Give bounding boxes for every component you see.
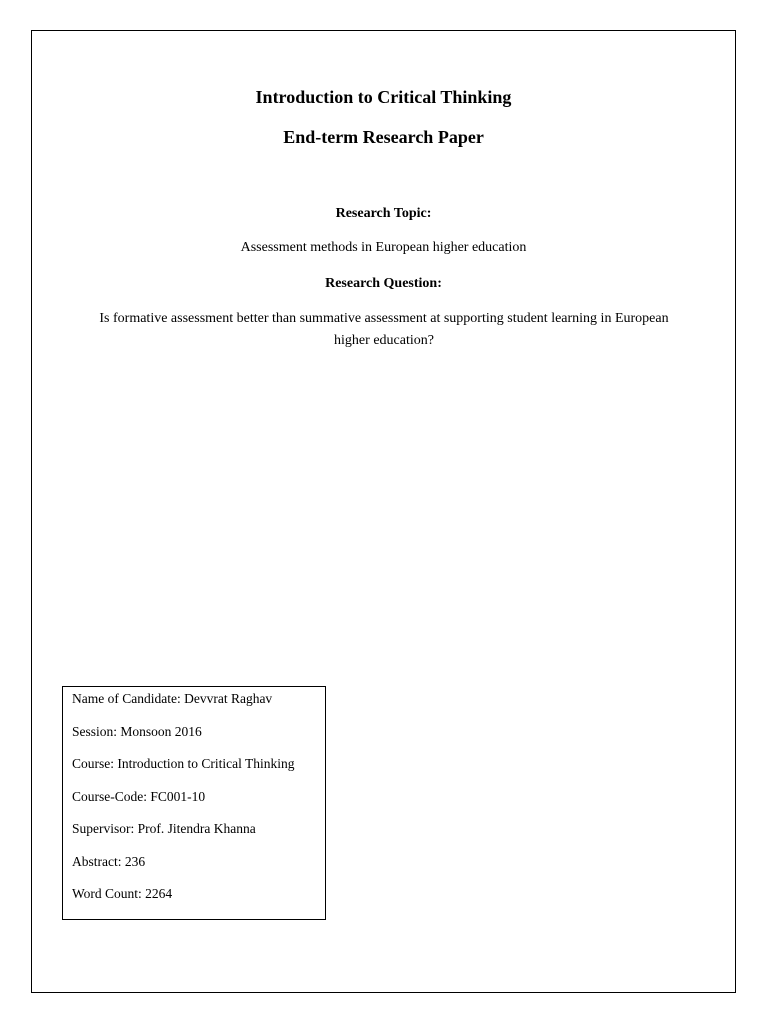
- document-title: Introduction to Critical Thinking: [255, 87, 512, 107]
- course: Course: Introduction to Critical Thinking: [72, 756, 295, 771]
- candidate-name: Name of Candidate: Devvrat Raghav: [72, 691, 273, 706]
- session: Session: Monsoon 2016: [72, 723, 202, 739]
- course-code: Course-Code: FC001-10: [72, 788, 206, 804]
- abstract-count: Abstract: 236: [72, 853, 146, 869]
- document-subtitle: End-term Research Paper: [283, 127, 484, 147]
- candidate-info-box: [62, 686, 326, 920]
- research-question-text: Is formative assessment better than summative assessment at supporting student learning in European higher education?: [99, 311, 669, 348]
- word-count: Word Count: 2264: [72, 886, 173, 901]
- research-question-heading: Research Question:: [325, 276, 442, 291]
- research-topic-heading: Research Topic:: [335, 206, 432, 221]
- research-topic-text: Assessment methods in European higher education: [240, 240, 527, 255]
- supervisor: Supervisor: Prof. Jitendra Khanna: [72, 821, 256, 836]
